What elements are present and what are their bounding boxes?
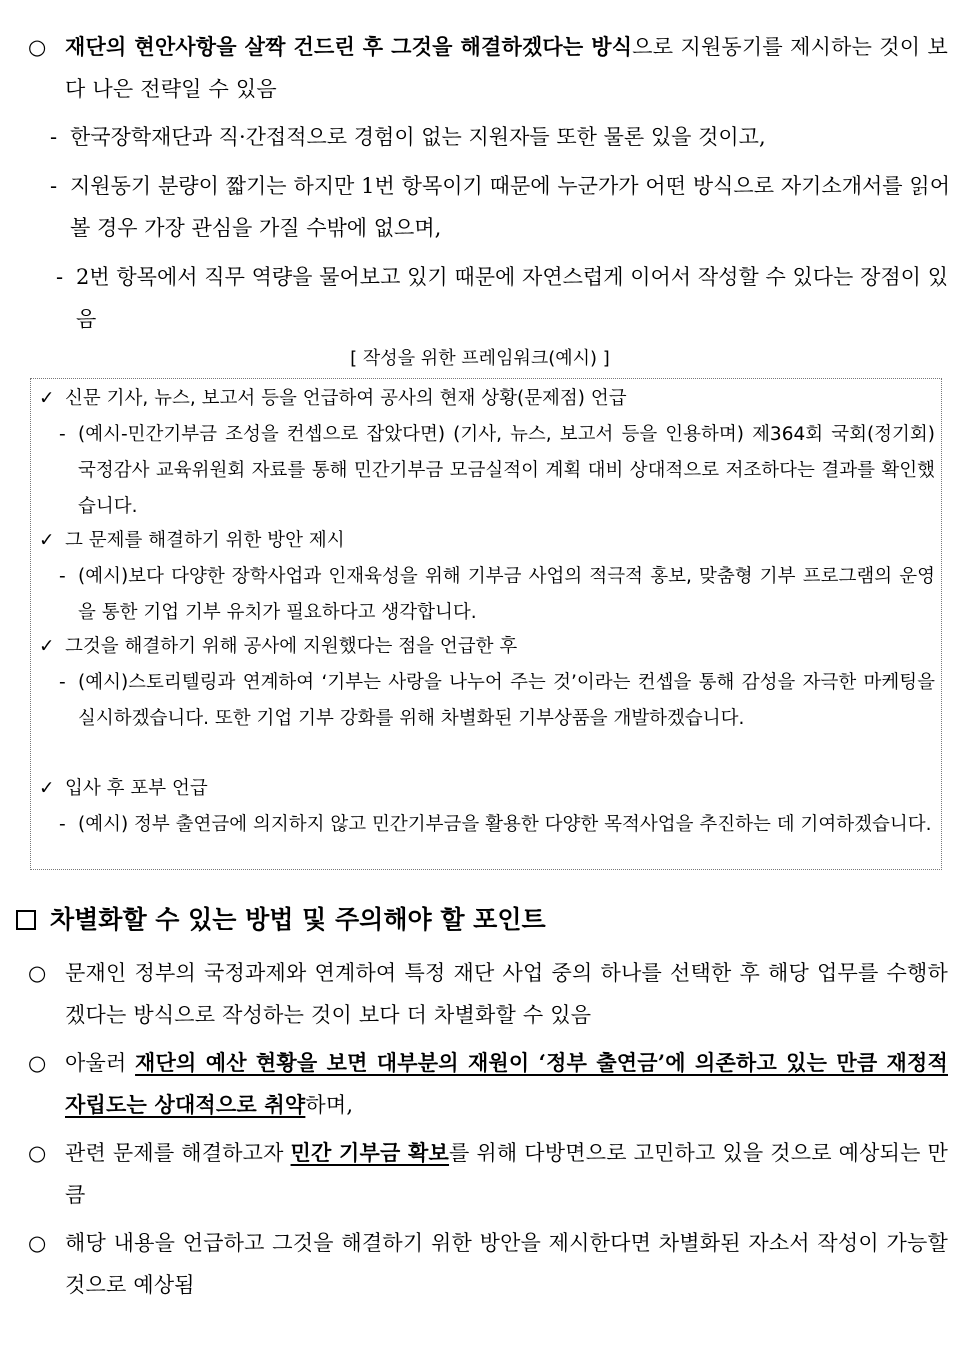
circle-bullet-icon: ○ (28, 35, 47, 59)
framework-example-text: (예시) 정부 출연금에 의지하지 않고 민간기부금을 활용한 다양한 목적사업을 추진하는 데 기여하겠습니다. (78, 814, 932, 835)
section-heading (16, 898, 946, 942)
framework-step-3 (39, 629, 935, 665)
differentiation-paragraph-1 (28, 952, 948, 1036)
strategy-paragraph-body (65, 26, 948, 110)
underlined-emphasis: 재단의 예산 현황을 보면 대부분의 재원이 ‘정부 출연금’에 의존하고 있는 만큼 재정적 자립도는 상대적으로 취약 (65, 1050, 948, 1117)
dash-bullet: - (59, 672, 66, 693)
framework-step-4 (39, 771, 935, 807)
framework-example-text: (예시)보다 다양한 장학사업과 인재육성을 위해 기부금 사업의 적극적 홍보, 맞춤형 기부 프로그램의 운영을 통한 기업 기부 유치가 필요하다고 생각합니다. (78, 566, 935, 623)
reason-text-1: 한국장학재단과 직·간접적으로 경험이 없는 지원자들 또한 물론 있을 것이고, (70, 125, 766, 149)
section-heading-text: 차별화할 수 있는 방법 및 주의해야 할 포인트 (50, 905, 546, 934)
dash-bullet: - (59, 566, 66, 587)
framework-step-heading: 그 문제를 해결하기 위한 방안 제시 (65, 530, 345, 551)
text-prefix: 관련 문제를 해결하고자 (65, 1141, 291, 1165)
differentiation-paragraph-3 (28, 1132, 948, 1216)
dash-bullet: - (50, 174, 58, 198)
differentiation-paragraph-2 (28, 1042, 948, 1126)
square-box-icon (16, 910, 36, 930)
framework-example-3 (59, 665, 935, 737)
reason-item-3 (56, 256, 948, 340)
reason-text-3: 2번 항목에서 직무 역량을 물어보고 있기 때문에 자연스럽게 이어서 작성할 수 있다는 장점이 있음 (76, 265, 948, 331)
dash-bullet: - (59, 814, 66, 835)
strategy-rest-text: 으로 지원동기를 제시하는 것이 보다 나은 전략일 수 있음 (65, 35, 948, 101)
checkmark-icon: ✓ (39, 530, 55, 551)
framework-step-1 (39, 381, 935, 417)
dash-bullet: - (59, 424, 66, 445)
strategy-bold-text: 재단의 현안사항을 살짝 건드린 후 그것을 해결하겠다는 방식 (65, 34, 633, 59)
reason-text-2: 지원동기 분량이 짧기는 하지만 1번 항목이기 때문에 누군가가 어떤 방식으로 자기소개서를 읽어볼 경우 가장 관심을 가질 수밖에 없으며, (70, 174, 950, 240)
checkmark-icon: ✓ (39, 636, 55, 657)
differentiation-text-4: 해당 내용을 언급하고 그것을 해결하기 위한 방안을 제시한다면 차별화된 자소서 작성이 가능할 것으로 예상됨 (65, 1231, 948, 1297)
strategy-paragraph (28, 26, 948, 110)
framework-example-4 (59, 807, 935, 843)
dash-bullet: - (56, 265, 64, 289)
differentiation-text-2 (65, 1042, 948, 1126)
checkmark-icon: ✓ (39, 778, 55, 799)
reason-item-2 (50, 165, 950, 249)
framework-title: [ 작성을 위한 프레임워크(예시) ] (350, 348, 610, 369)
circle-bullet-icon: ○ (28, 1051, 47, 1075)
circle-bullet-icon: ○ (28, 961, 47, 985)
differentiation-text-1: 문재인 정부의 국정과제와 연계하여 특정 재단 사업 중의 하나를 선택한 후 해당 업무를 수행하겠다는 방식으로 작성하는 것이 보다 더 차별화할 수 있음 (65, 961, 948, 1027)
framework-example-text: (예시-민간기부금 조성을 컨셉으로 잡았다면) (기사, 뉴스, 보고서 등을 인용하며) 제364회 국회(정기회) 국정감사 교육위원회 자료를 통해 민간기부금 모금실적이 계획 대비 상대적으로 저조하다는 결과를 확인했습니다. (78, 424, 935, 517)
dash-bullet: - (50, 125, 58, 149)
text-prefix: 아울러 (65, 1051, 136, 1075)
framework-example-text: (예시)스토리텔링과 연계하여 ‘기부는 사랑을 나누어 주는 것’이라는 컨셉을 통해 감성을 자극한 마케팅을 실시하겠습니다. 또한 기업 기부 강화를 위해 차별화된 기부상품을 개발하겠습니다. (78, 672, 935, 729)
text-suffix: 를 위해 다방면으로 고민하고 있을 것으로 예상되는 만큼 (65, 1141, 948, 1207)
framework-example-2 (59, 559, 935, 631)
checkmark-icon: ✓ (39, 388, 55, 409)
circle-bullet-icon: ○ (28, 1231, 47, 1255)
framework-step-heading: 신문 기사, 뉴스, 보고서 등을 언급하여 공사의 현재 상황(문제점) 언급 (65, 388, 627, 409)
framework-example-1 (59, 417, 935, 525)
circle-bullet-icon: ○ (28, 1141, 47, 1165)
framework-step-2 (39, 523, 935, 559)
framework-step-heading: 그것을 해결하기 위해 공사에 지원했다는 점을 언급한 후 (65, 636, 518, 657)
text-suffix: 하며, (305, 1093, 354, 1117)
underlined-emphasis: 민간 기부금 확보 (290, 1140, 450, 1165)
framework-box (30, 378, 942, 870)
differentiation-paragraph-4 (28, 1222, 948, 1306)
differentiation-text-3 (65, 1132, 948, 1216)
framework-step-heading: 입사 후 포부 언급 (65, 778, 208, 799)
reason-item-1 (50, 116, 950, 158)
